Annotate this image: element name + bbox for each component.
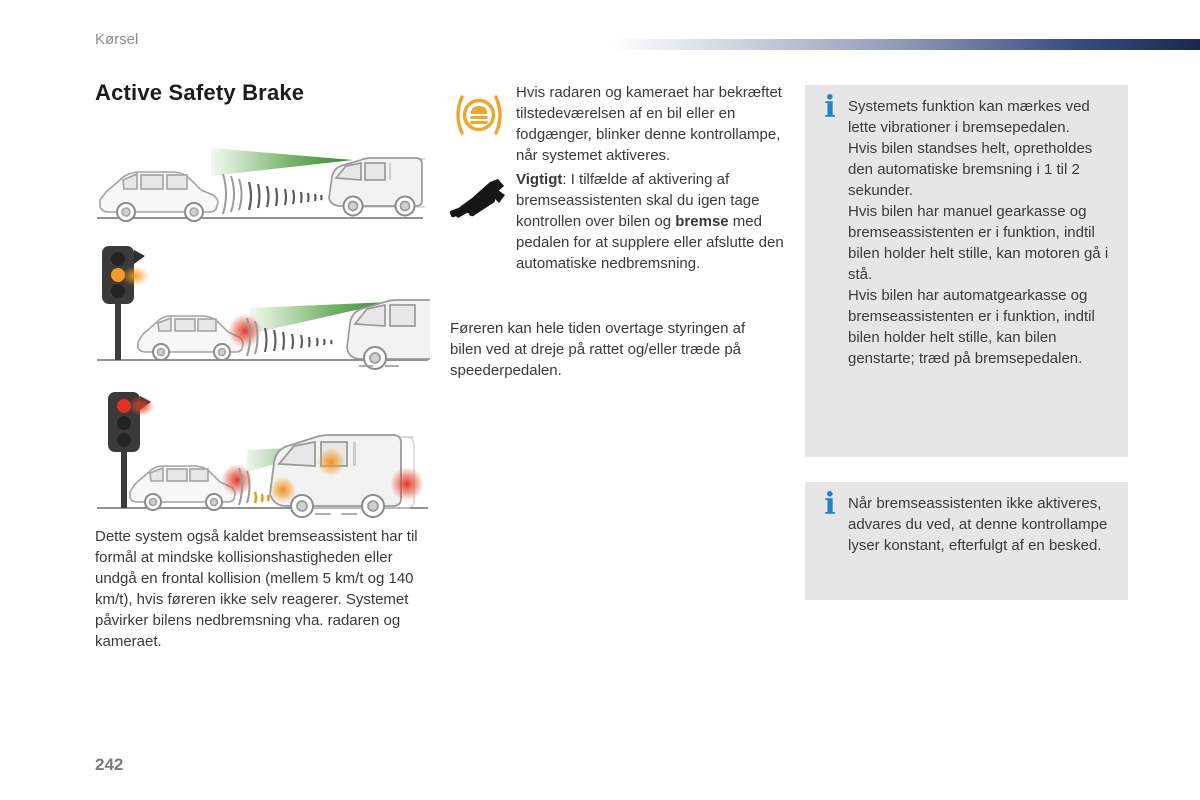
page-title: Active Safety Brake	[95, 80, 305, 105]
info-box-system-behaviour	[805, 85, 1128, 457]
radar-detection-illustration	[95, 142, 425, 232]
lamp-paragraph: Hvis radaren og kameraet har bekræftet tilstedeværelsen af en bil eller en fodgænger, blinker denne kontrollampe, når systemet aktiveres.	[516, 84, 782, 164]
figure-braking-phase	[95, 388, 430, 522]
info-icon: i	[824, 90, 836, 125]
important-paragraph: Vigtigt: I tilfælde af aktivering af bremseassistenten skal du igen tage kontrollen over bilen og bremse med pedalen for at supplere eller afslutte den automatiske nedbremsning.	[516, 171, 784, 272]
bold-brake-word: bremse	[675, 213, 729, 230]
info-box-text: Systemets funktion kan mærkes ved lette vibrationer i bremsepedalen. Hvis bilen standses helt, opretholdes den automatiske bremsning i 1 til 2 sekunder. Hvis bilen har manuel gearkasse og bremseassistenten er i funktion, indtil bilen holder helt stille, kan motoren gå i stå. Hvis bilen har automatgearkasse og bremseassistenten er i funktion, indtil bilen holder helt stille, kan bilen genstarte; træd på bremsepedalen.	[848, 98, 1109, 367]
driver-override-paragraph: Føreren kan hele tiden overtage styringen af bilen ved at dreje på rattet og/eller træde på speederpedalen.	[450, 320, 746, 379]
brake-warning-lamp-icon	[452, 88, 506, 142]
figure-radar-detection	[95, 142, 425, 232]
important-label: Vigtigt	[516, 171, 563, 188]
info-box-not-activated	[805, 482, 1128, 600]
info-icon: i	[824, 487, 836, 522]
brake-pedal-foot-icon	[448, 176, 506, 222]
info-box-text: Når bremseassistenten ikke aktiveres, advares du ved, at denne kontrollampe lyser konstant, efterfulgt af en besked.	[848, 495, 1108, 554]
header-gradient-bar	[612, 39, 1200, 50]
system-description: Dette system også kaldet bremseassistent har til formål at mindske kollisionshastigheden eller undgå en frontal kollision (mellem 5 km/t og 140 km/t), hvis føreren ikke selv reagerer. Systemet påvirker bilens nedbremsning vha. radaren og kameraet.	[95, 528, 418, 650]
braking-phase-illustration	[95, 388, 430, 522]
warning-phase-illustration	[95, 242, 430, 374]
figure-warning-phase	[95, 242, 430, 374]
section-kicker: Kørsel	[95, 31, 139, 48]
page-number: 242	[95, 755, 124, 774]
